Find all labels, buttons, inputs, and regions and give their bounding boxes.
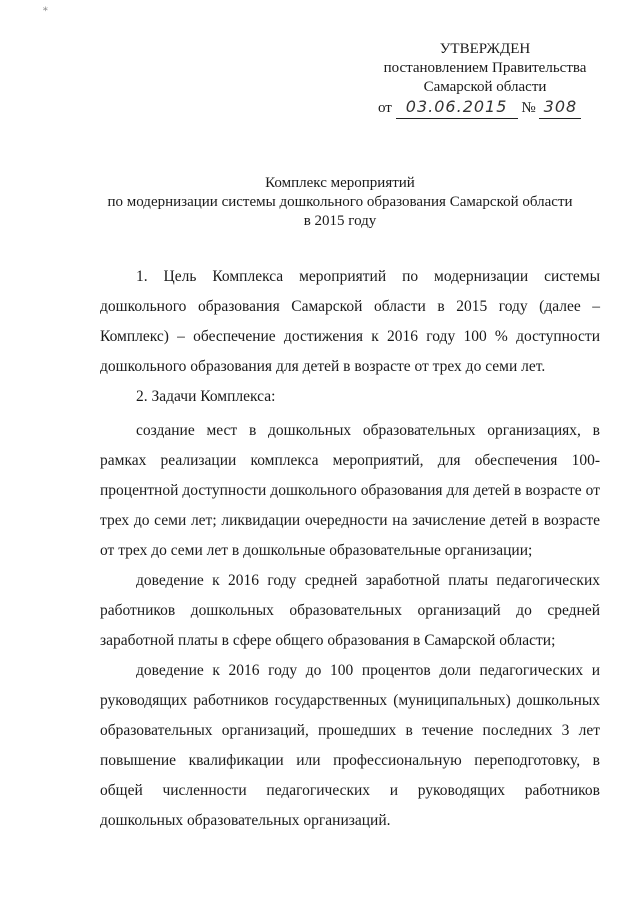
date-blank — [396, 97, 518, 119]
paragraph-task-places: создание мест в дошкольных образовательных организациях, в рамках реализации комплекса мероприятий, для обеспечения 100-процентной доступности дошкольного образования для детей в возрасте от трех до семи лет; ликвидации очередности на зачисление детей в возрасте от трех до семи лет в дошкольные образовательные организации; — [100, 422, 600, 559]
title-line-3: в 2015 году — [303, 213, 377, 229]
paragraph-tasks-heading: 2. Задачи Комплекса: — [136, 388, 276, 405]
paragraph-task-salary: доведение к 2016 году средней заработной платы педагогических работников дошкольных образовательных организаций до средней заработной платы в сфере общего образования в Самарской области; — [100, 572, 600, 649]
paragraph-task-qualification: доведение к 2016 году до 100 процентов доли педагогических и руководящих работников государственных (муниципальных) дошкольных образовательных организаций, прошедших в течение последних 3 лет повышение квалификации или профессиональную переподготовку, в общей численности педагогических и руководящих работников дошкольных образовательных организаций. — [100, 662, 600, 829]
title-line-1: Комплекс мероприятий — [265, 175, 415, 191]
paragraph-goal: 1. Цель Комплекса мероприятий по модернизации системы дошкольного образования Самарской области в 2015 году (далее – Комплекс) – обеспечение достижения к 2016 году 100 % доступности дошкольного образования для детей в возрасте от трех до семи лет. — [100, 268, 600, 375]
corner-mark: ∗ — [42, 4, 49, 15]
title-line-2: по модернизации системы дошкольного образования Самарской области — [107, 194, 573, 210]
handwritten-date: 03.06.2015 — [405, 97, 508, 116]
approval-date-line — [360, 97, 610, 119]
number-prefix: № — [521, 100, 536, 116]
number-blank — [539, 97, 581, 119]
approval-block — [360, 40, 610, 119]
date-prefix: от — [378, 100, 392, 116]
document-body — [100, 262, 600, 836]
approval-line-1: постановлением Правительства — [383, 60, 587, 76]
approval-line-2: Самарской области — [423, 79, 547, 95]
handwritten-number: 308 — [543, 97, 578, 116]
document-title — [60, 174, 620, 231]
approval-status: УТВЕРЖДЕН — [439, 41, 531, 57]
